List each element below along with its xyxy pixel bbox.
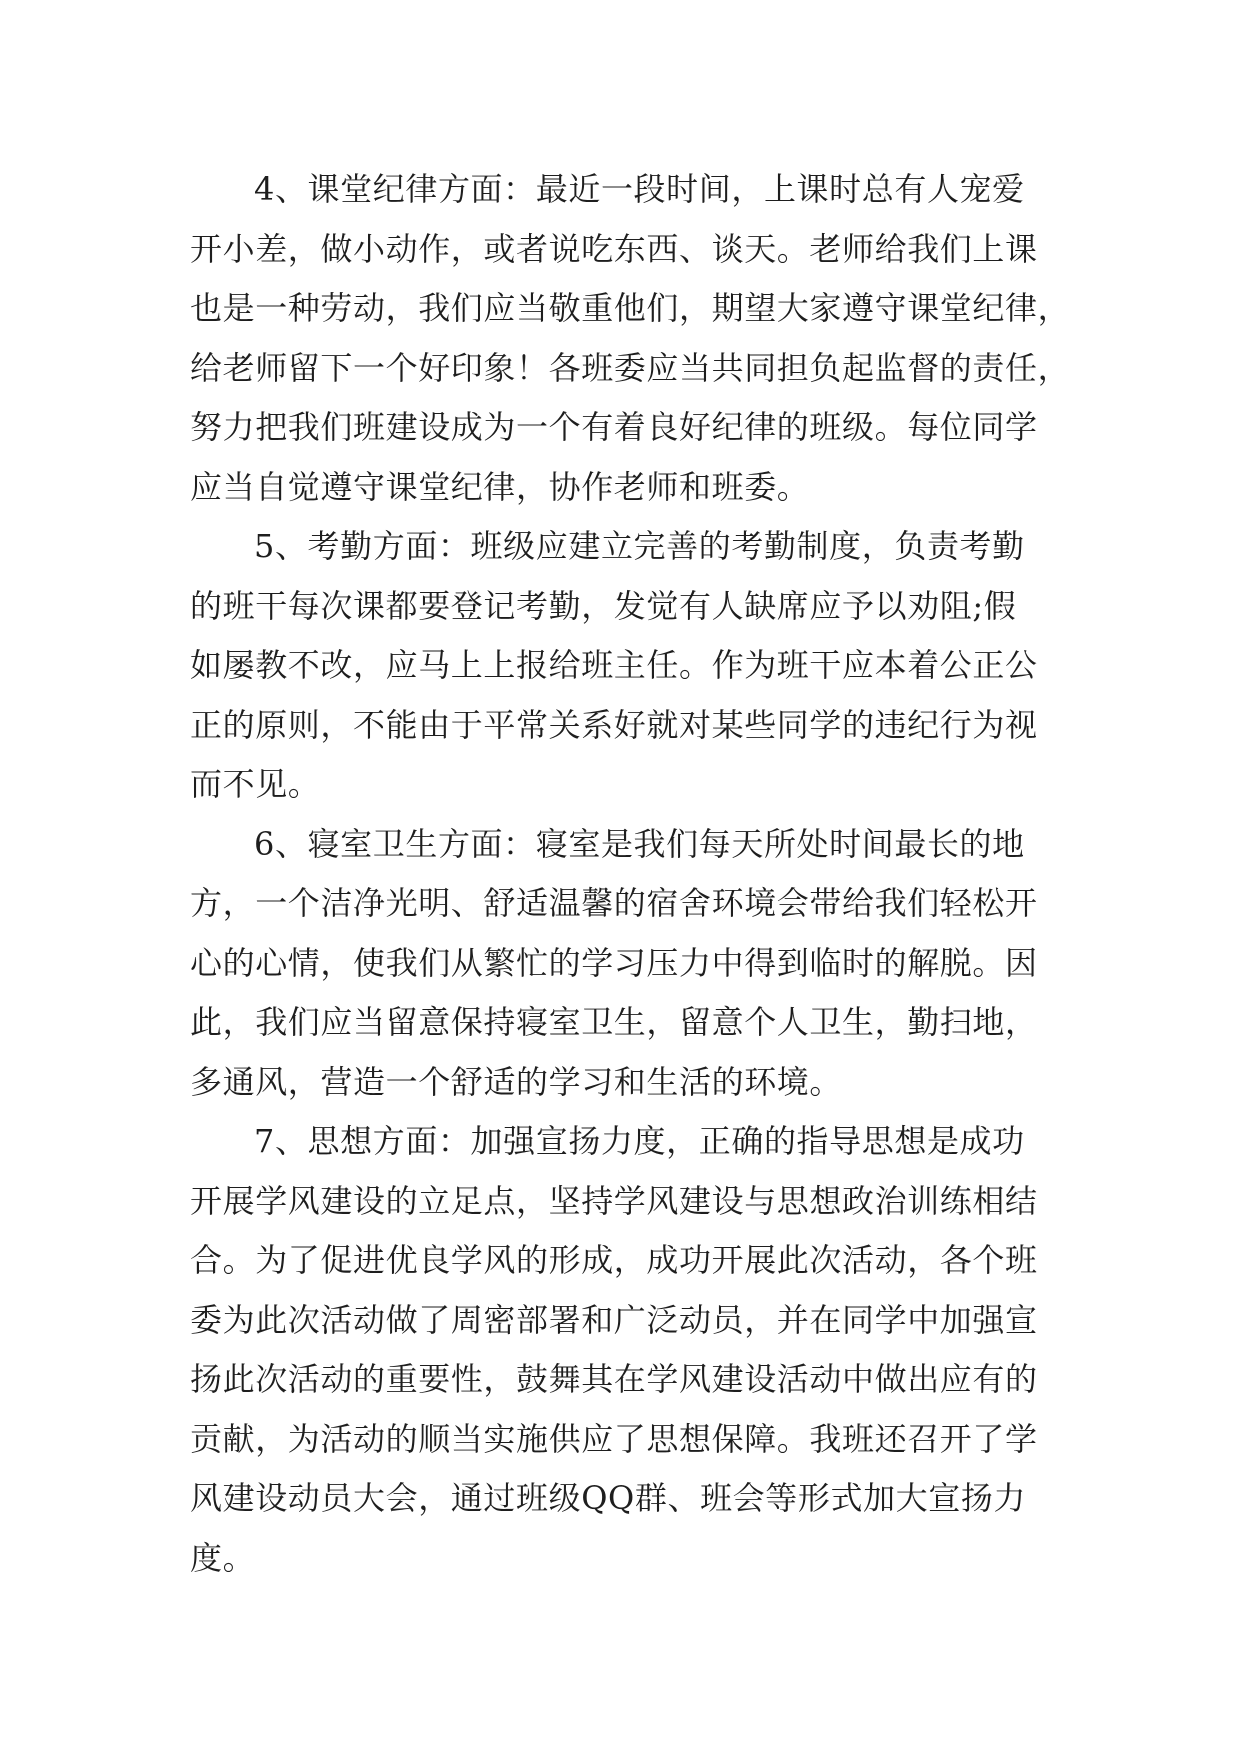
text-line: 也是一种劳动，我们应当敬重他们，期望大家遵守课堂纪律， bbox=[190, 289, 1071, 327]
paragraph-ideology bbox=[190, 1112, 1070, 1588]
text-line: 7、思想方面：加强宣扬力度，正确的指导思想是成功 bbox=[254, 1122, 1025, 1160]
text-line: 努力把我们班建设成为一个有着良好纪律的班级。每位同学 bbox=[190, 408, 1038, 446]
text-line: 风建设动员大会，通过班级QQ群、班会等形式加大宣扬力 bbox=[190, 1479, 1027, 1517]
text-line: 扬此次活动的重要性，鼓舞其在学风建设活动中做出应有的 bbox=[190, 1360, 1038, 1398]
text-line: 如屡教不改，应马上上报给班主任。作为班干应本着公正公 bbox=[190, 646, 1038, 684]
text-line: 而不见。 bbox=[190, 765, 321, 803]
document-body bbox=[190, 160, 1070, 1588]
text-line: 度。 bbox=[190, 1538, 256, 1577]
text-line: 此，我们应当留意保持寝室卫生，留意个人卫生，勤扫地， bbox=[190, 1003, 1038, 1041]
text-line: 开小差，做小动作，或者说吃东西、谈天。老师给我们上课 bbox=[190, 229, 1038, 268]
text-line: 委为此次活动做了周密部署和广泛动员，并在同学中加强宣 bbox=[190, 1300, 1038, 1339]
paragraph-attendance bbox=[190, 517, 1070, 815]
paragraph-dorm-hygiene bbox=[190, 815, 1070, 1113]
text-line: 心的心情，使我们从繁忙的学习压力中得到临时的解脱。因 bbox=[190, 943, 1038, 982]
paragraph-classroom-discipline bbox=[190, 160, 1070, 517]
text-line: 4、课堂纪律方面：最近一段时间，上课时总有人宠爱 bbox=[254, 170, 1025, 208]
text-line: 多通风，营造一个舒适的学习和生活的环境。 bbox=[190, 1062, 843, 1101]
text-line: 的班干每次课都要登记考勤，发觉有人缺席应予以劝阻;假 bbox=[190, 586, 1017, 625]
text-line: 合。为了促进优良学风的形成，成功开展此次活动，各个班 bbox=[190, 1241, 1038, 1279]
text-line: 5、考勤方面：班级应建立完善的考勤制度，负责考勤 bbox=[254, 527, 1025, 565]
text-line: 正的原则，不能由于平常关系好就对某些同学的违纪行为视 bbox=[190, 705, 1038, 744]
text-line: 开展学风建设的立足点，坚持学风建设与思想政治训练相结 bbox=[190, 1181, 1038, 1220]
text-line: 给老师留下一个好印象！各班委应当共同担负起监督的责任， bbox=[190, 348, 1071, 387]
text-line: 应当自觉遵守课堂纪律，协作老师和班委。 bbox=[190, 467, 810, 506]
text-line: 6、寝室卫生方面：寝室是我们每天所处时间最长的地 bbox=[254, 824, 1025, 863]
text-line: 方，一个洁净光明、舒适温馨的宿舍环境会带给我们轻松开 bbox=[190, 884, 1038, 922]
text-line: 贡献，为活动的顺当实施供应了思想保障。我班还召开了学 bbox=[190, 1419, 1038, 1458]
